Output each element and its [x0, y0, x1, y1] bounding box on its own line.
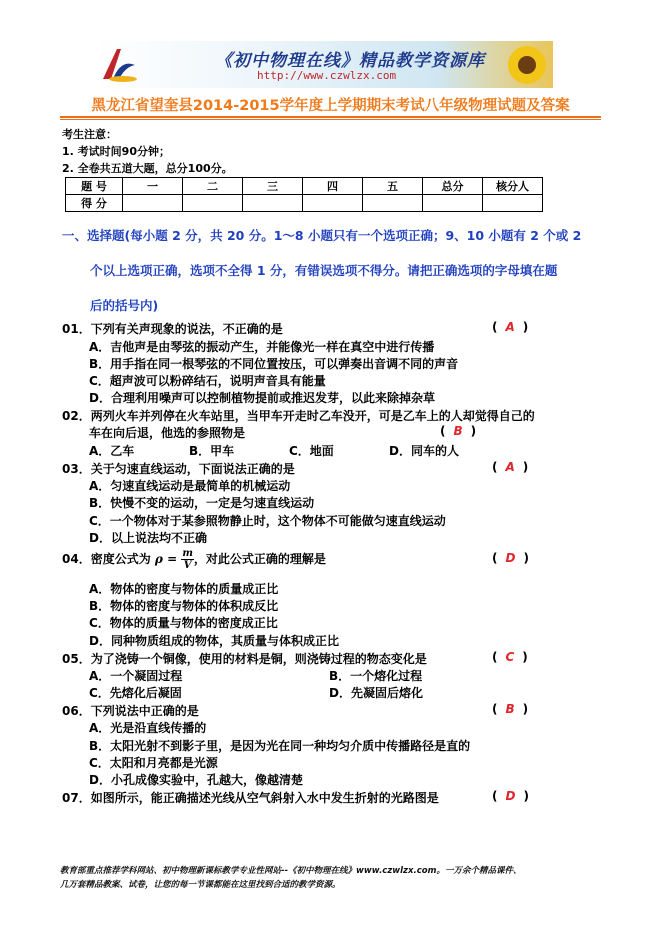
option: B．物体的密度与物体的体积成反比 — [89, 599, 279, 613]
question-4 — [62, 548, 326, 571]
logo-icon — [99, 45, 139, 85]
option: C．超声波可以粉碎结石，说明声音具有能量 — [89, 374, 326, 388]
title-divider-thin — [60, 119, 601, 120]
section-heading: 一、选择题(每小题 2 分，共 20 分。1～8 小题只有一个选项正确；9、10 小题有 2 个或 2 — [62, 228, 582, 243]
option: A．物体的密度与物体的质量成正比 — [89, 582, 279, 596]
score-cell — [123, 195, 183, 212]
question-number: 06． — [62, 704, 91, 718]
question-number: 07． — [62, 791, 91, 805]
question-text: 下列有关声现象的说法，不正确的是 — [90, 322, 283, 336]
banner-title: 《初中物理在线》精品教学资源库 — [215, 51, 485, 71]
formula-numerator: m — [182, 548, 193, 559]
title-divider — [60, 116, 601, 118]
density-formula — [155, 548, 194, 571]
notice-heading: 考生注意： — [62, 128, 117, 141]
banner-url[interactable]: http://www.czwlzx.com — [257, 69, 397, 82]
answer-box: ( A ) — [492, 460, 529, 474]
answer-letter: A — [505, 320, 515, 334]
section-instruction: 个以上选项正确，选项不全得 1 分，有错误选项不得分。请把正确选项的字母填在题 — [90, 263, 558, 278]
footer-line: 几万套精品教案、试卷，让您的每一节课都能在这里找到合适的教学资源。 — [60, 880, 341, 890]
option: B．用手指在同一根琴弦的不同位置按压，可以弹奏出音调不同的声音 — [89, 357, 459, 371]
answer-box: ( C ) — [492, 650, 528, 664]
answer-box: ( D ) — [492, 789, 529, 803]
question-number: 02． — [62, 409, 91, 423]
question-text: 如图所示，能正确描述光线从空气斜射入水中发生折射的光路图是 — [90, 791, 439, 805]
score-table — [65, 177, 543, 212]
option: C．地面 — [289, 444, 334, 458]
option: B．一个熔化过程 — [329, 669, 423, 683]
option: B．太阳光射不到影子里，是因为光在同一种均匀介质中传播路径是直的 — [89, 739, 471, 753]
question-1 — [62, 320, 283, 337]
question-number: 04． — [62, 552, 91, 566]
header-banner — [95, 41, 553, 88]
footer-line: 教育部重点推荐学科网站、初中物理新课标教学专业性网站--《初中物理在线》www.czwlzx.com。一万余个精品课件、 — [60, 866, 522, 876]
question-5 — [62, 650, 427, 667]
table-cell: 核分人 — [483, 178, 543, 195]
score-cell — [483, 195, 543, 212]
answer-box: ( A ) — [492, 320, 529, 334]
table-cell: 总分 — [423, 178, 483, 195]
formula-lhs: ρ = — [154, 552, 178, 566]
option: D．小孔成像实验中，孔越大，像越清楚 — [89, 773, 303, 787]
table-cell: 五 — [363, 178, 423, 195]
formula-denominator: V — [183, 560, 192, 571]
option: A．一个凝固过程 — [89, 669, 183, 683]
question-6 — [62, 702, 199, 719]
answer-box: ( B ) — [440, 424, 477, 438]
score-table-header-row — [66, 178, 543, 195]
notice-item: 1. 考试时间90分钟； — [62, 145, 170, 158]
option: D．同种物质组成的物体，其质量与体积成正比 — [89, 634, 339, 648]
formula-fraction — [181, 548, 194, 571]
score-cell — [303, 195, 363, 212]
document-title: 黑龙江省望奎县2014-2015学年度上学期期末考试八年级物理试题及答案 — [91, 98, 570, 114]
question-number: 01． — [62, 322, 91, 336]
table-cell: 二 — [183, 178, 243, 195]
question-number: 05． — [62, 652, 91, 666]
option: D．合理利用噪声可以控制植物提前或推迟发芽，以此来除掉杂草 — [89, 391, 435, 405]
table-cell: 一 — [123, 178, 183, 195]
option: C．太阳和月亮都是光源 — [89, 756, 218, 770]
question-text-continued: 车在向后退，他选的参照物是 — [89, 426, 246, 440]
table-cell: 题 号 — [66, 178, 123, 195]
answer-letter: D — [505, 551, 516, 565]
sunflower-icon — [505, 43, 549, 87]
answer-letter: D — [505, 789, 516, 803]
option: A．匀速直线运动是最简单的机械运动 — [89, 479, 291, 493]
option: B．快慢不变的运动，一定是匀速直线运动 — [89, 496, 315, 510]
question-2 — [62, 407, 535, 424]
score-cell — [423, 195, 483, 212]
question-text: 关于匀速直线运动，下面说法正确的是 — [90, 462, 295, 476]
table-cell: 三 — [243, 178, 303, 195]
score-cell — [243, 195, 303, 212]
question-text: ，对此公式正确的理解是 — [193, 552, 326, 566]
option: C．先熔化后凝固 — [89, 686, 182, 700]
score-cell — [183, 195, 243, 212]
answer-letter: B — [505, 702, 515, 716]
question-text: 下列说法中正确的是 — [90, 704, 199, 718]
answer-letter: C — [505, 650, 515, 664]
option: C．物体的质量与物体的密度成正比 — [89, 616, 278, 630]
option: A．乙车 — [89, 444, 135, 458]
option: D．先凝固后熔化 — [329, 686, 423, 700]
answer-letter: B — [453, 424, 463, 438]
option: B．甲车 — [189, 444, 235, 458]
question-text: 密度公式为 — [90, 552, 151, 566]
option: C．一个物体对于某参照物静止时，这个物体不可能做匀速直线运动 — [89, 514, 446, 528]
score-cell — [363, 195, 423, 212]
question-3 — [62, 460, 295, 477]
section-instruction: 后的括号内) — [90, 298, 159, 313]
option: D．同车的人 — [389, 444, 459, 458]
answer-box: ( B ) — [492, 702, 529, 716]
question-7 — [62, 789, 439, 806]
option: A．吉他声是由琴弦的振动产生，并能像光一样在真空中进行传播 — [89, 340, 435, 354]
question-text: 两列火车并列停在火车站里，当甲车开走时乙车没开，可是乙车上的人却觉得自己的 — [90, 409, 535, 423]
notice-item: 2. 全卷共五道大题，总分100分。 — [62, 162, 233, 175]
question-number: 03． — [62, 462, 91, 476]
score-table-score-row — [66, 195, 543, 212]
answer-box: ( D ) — [492, 551, 529, 565]
question-text: 为了浇铸一个铜像，使用的材料是铜，则浇铸过程的物态变化是 — [90, 652, 427, 666]
option: D．以上说法均不正确 — [89, 531, 207, 545]
table-cell: 得 分 — [66, 195, 123, 212]
table-cell: 四 — [303, 178, 363, 195]
option: A．光是沿直线传播的 — [89, 721, 207, 735]
answer-letter: A — [505, 460, 515, 474]
